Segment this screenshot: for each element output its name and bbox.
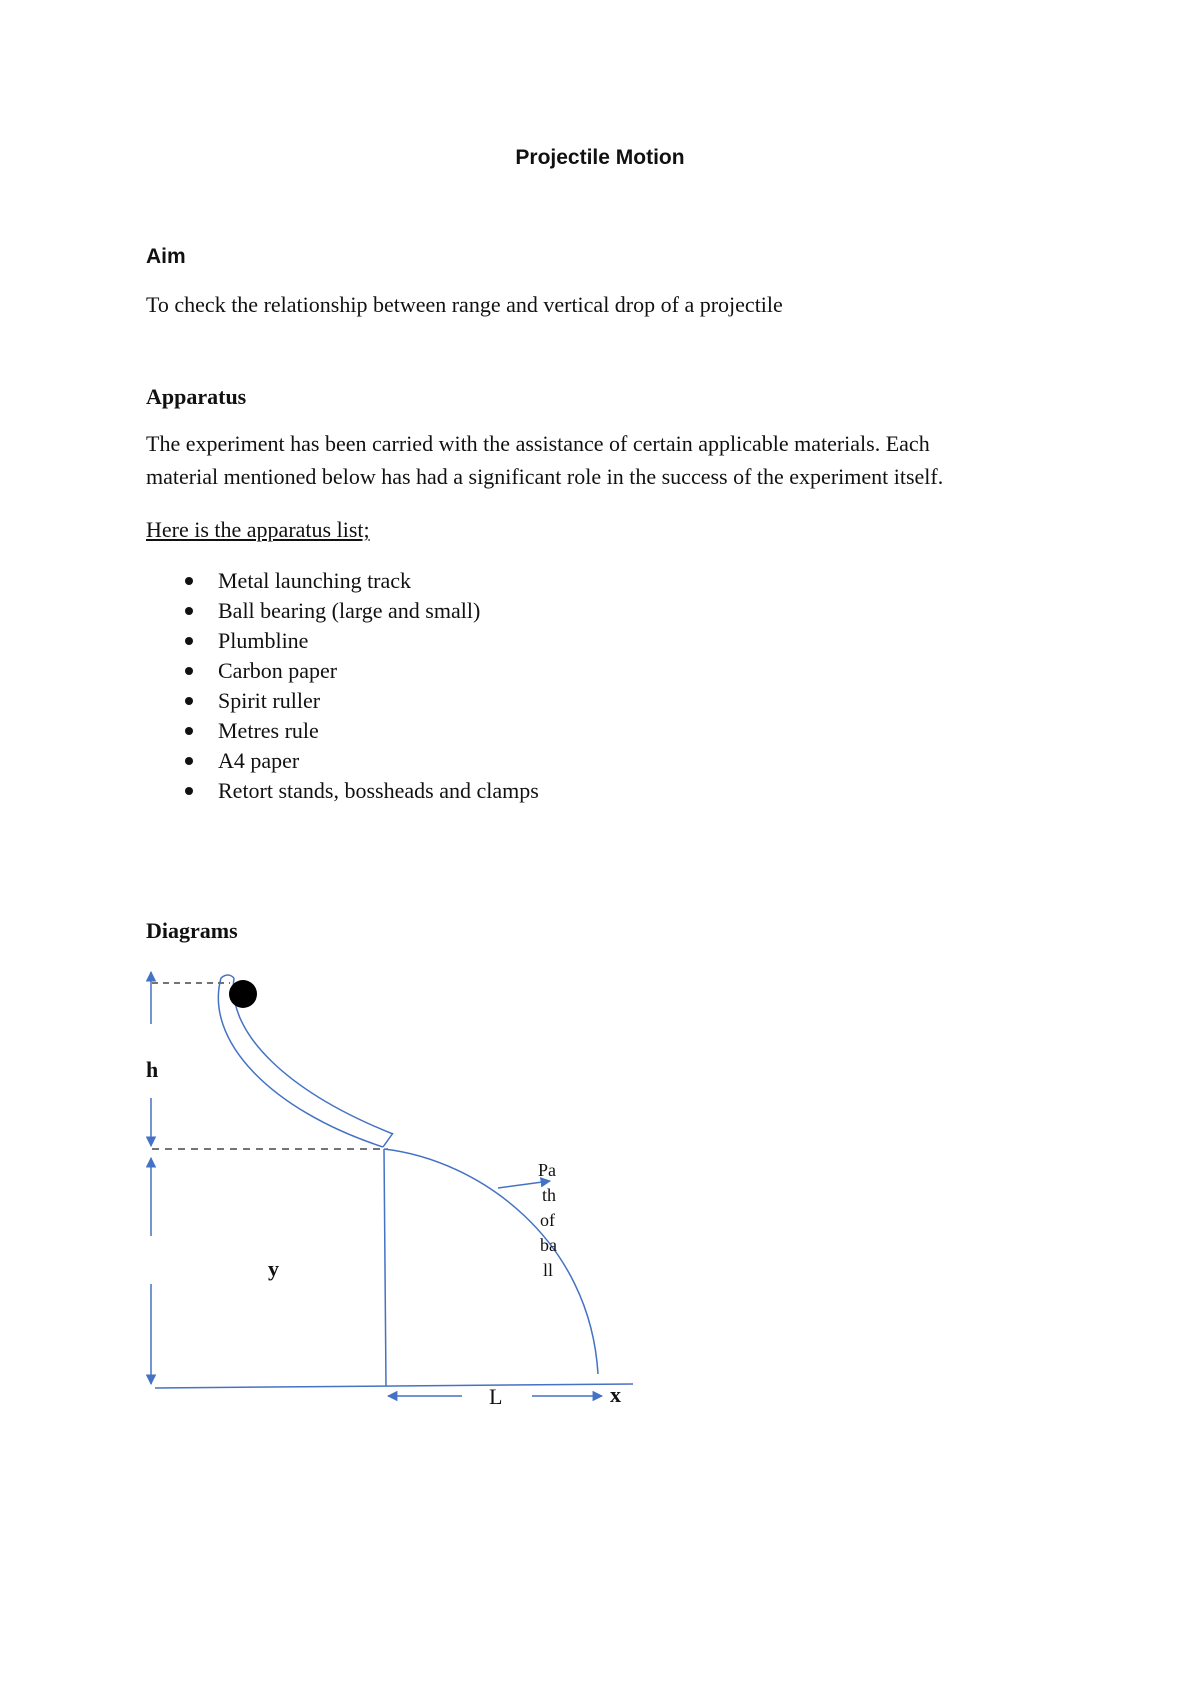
list-item: Ball bearing (large and small) (146, 596, 539, 626)
path-of-ball-label (538, 1160, 557, 1280)
ground-line (155, 1384, 633, 1388)
label-x: x (610, 1382, 621, 1407)
ball-trajectory (384, 1149, 598, 1374)
list-item: Carbon paper (146, 656, 539, 686)
apparatus-list-intro: Here is the apparatus list; (146, 517, 370, 542)
launch-track-top (221, 975, 234, 978)
svg-text:ba: ba (540, 1235, 557, 1255)
aim-text: To check the relationship between range and vertical drop of a projectile (146, 292, 783, 317)
aim-heading: Aim (146, 245, 186, 268)
list-item: Plumbline (146, 626, 539, 656)
ball-bearing (229, 980, 257, 1008)
list-item: A4 paper (146, 746, 539, 776)
diagrams-heading: Diagrams (146, 918, 238, 943)
apparatus-line-1: The experiment has been carried with the assistance of certain applicable materials. Each (146, 431, 930, 456)
launch-track-end (383, 1133, 393, 1147)
apparatus-line-2: material mentioned below has had a significant role in the success of the experiment itself. (146, 464, 944, 489)
launch-track-inner (233, 978, 393, 1134)
label-h: h (146, 1057, 159, 1082)
svg-text:Pa: Pa (538, 1160, 556, 1180)
label-l: L (489, 1384, 503, 1409)
list-item: Retort stands, bossheads and clamps (146, 776, 539, 806)
launch-vertical-line (384, 1149, 386, 1386)
page-title: Projectile Motion (515, 146, 685, 169)
svg-text:of: of (540, 1210, 555, 1230)
label-y: y (268, 1256, 279, 1281)
svg-text:ll: ll (543, 1260, 554, 1280)
list-item: Spirit ruller (146, 686, 539, 716)
apparatus-heading: Apparatus (146, 384, 247, 409)
svg-text:th: th (542, 1185, 557, 1205)
list-item: Metres rule (146, 716, 539, 746)
list-item: Metal launching track (146, 566, 539, 596)
